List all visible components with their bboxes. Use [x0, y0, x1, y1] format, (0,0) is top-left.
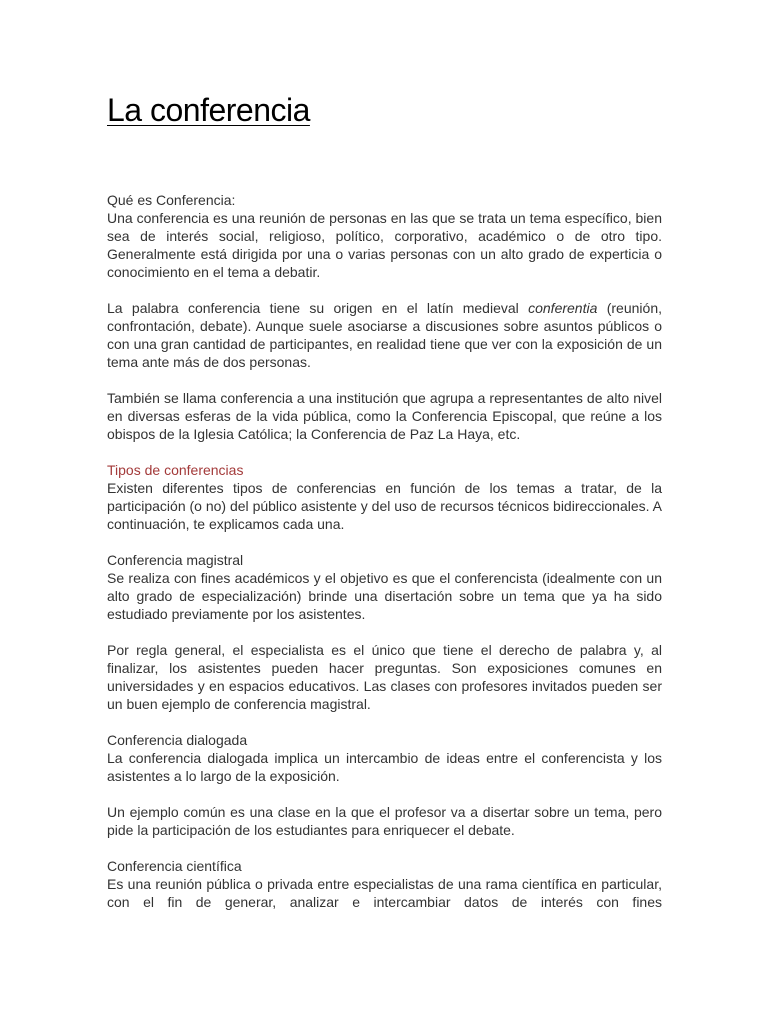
paragraph: Se realiza con fines académicos y el objetivo es que el conferencista (idealmente con un alto grado de especialización) brinde una disertación sobre un tema que ya ha sido estudiado previamente por los asistentes. [107, 570, 662, 622]
subheading-dialogada: Conferencia dialogada [107, 732, 248, 748]
section-heading-que-es: Qué es Conferencia: [107, 192, 236, 208]
paragraph: Una conferencia es una reunión de personas en las que se trata un tema específico, bien sea de interés social, religioso, político, corporativo, académico o de otro tipo. Generalmente está dirigida por una o varias personas con un alto grado de experticia o conocimiento en el tema a debatir. [107, 210, 662, 280]
document-body [107, 191, 662, 911]
section-heading-tipos: Tipos de conferencias [107, 462, 244, 478]
subheading-cientifica: Conferencia científica [107, 858, 242, 874]
paragraph: Existen diferentes tipos de conferencias en función de los temas a tratar, de la participación (o no) del público asistente y del uso de recursos técnicos bidireccionales. A continuación, te explicamos cada una. [107, 480, 662, 532]
subheading-magistral: Conferencia magistral [107, 552, 244, 568]
paragraph: La conferencia dialogada implica un intercambio de ideas entre el conferencista y los asistentes a lo largo de la exposición. [107, 750, 662, 784]
paragraph-text: La palabra conferencia tiene su origen en el latín medieval [107, 300, 529, 316]
italic-term: conferentia [528, 300, 598, 316]
paragraph: Por regla general, el especialista es el único que tiene el derecho de palabra y, al finalizar, los asistentes pueden hacer preguntas. Son exposiciones comunes en universidades y en espacios educativos. Las clases con profesores invitados pueden ser un buen ejemplo de conferencia magistral. [107, 642, 662, 712]
document-title: La conferencia [107, 92, 310, 128]
paragraph [107, 299, 662, 371]
paragraph: Es una reunión pública o privada entre especialistas de una rama científica en particular, con el fin de generar, analizar e intercambiar datos de interés con fines [107, 876, 662, 910]
paragraph-text: (reunión, confrontación, debate). Aunque suele asociarse a discusiones sobre asuntos públicos o con una gran cantidad de participantes, en realidad tiene que ver con la exposición de un tema ante más de dos personas. [107, 300, 662, 370]
paragraph: También se llama conferencia a una institución que agrupa a representantes de alto nivel en diversas esferas de la vida pública, como la Conferencia Episcopal, que reúne a los obispos de la Iglesia Católica; la Conferencia de Paz La Haya, etc. [107, 390, 662, 442]
paragraph: Un ejemplo común es una clase en la que el profesor va a disertar sobre un tema, pero pide la participación de los estudiantes para enriquecer el debate. [107, 804, 662, 838]
